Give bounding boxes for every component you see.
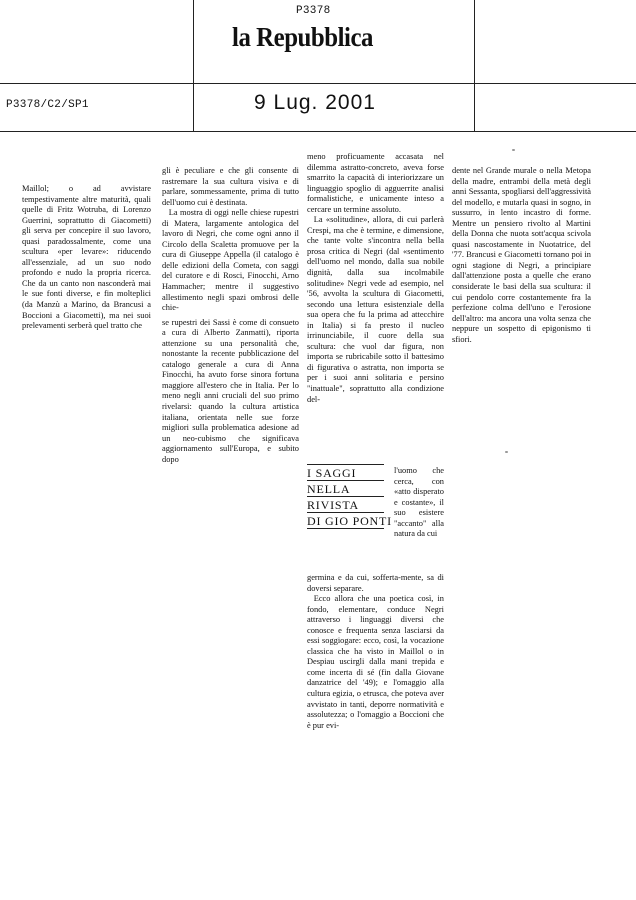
paragraph: dente nel Grande murale o nella Metopa della madre, entrambi della metà degli anni Sessanta, spogliarsi dell'aggressività del modello, e mutarla quasi in sogno, in sussurro, in lento incastro di forme. Mentre un pensiero rivolto al Martini della Donna che nuota sott'acqua scivola quasi nascostamente in Nuotatrice, del '77. Brancusi e Giacometti tornano poi in ogni stagione di Negri, a principiare dall'attenzione posta a quelle che erano considerate le basi della sua scultura: il cui pendolo corre costantemente fra la perfezione colma dell'uno e l'erosione dell'altro: ma ancora una volta senza che neppure un sospetto di epigonismo ti sfiori. — [452, 166, 591, 344]
paragraph: La «solitudine», allora, di cui parlerà Crespi, ma che è termine, e dimensione, che tante volte s'incontra nella bella prosa critica di Negri (dal «sentimento dell'uomo nel mondo, dalla sua nobile dignità, dalla sua incolmabile solitudine» Negri vede ad esempio, nel '56, avvolta la scultura di Giacometti, secondo una lettura esistenziale della sua opera che fu la prima ad attecchire in Italia) si fa presto il nucleo irrinunciabile, il cuore della sua scultura: che vuol dar figura, non importa se rubricabile sotto il battesimo di figurativa o astratta, non importa se per i suoi anni solitaria e persino "inattuale", soprattutto alla condizione del- — [307, 215, 444, 404]
article-column-3-wrap: l'uomo che cerca, con «atto disperato e costante», il suo esistere "accanto" alla natura da cui — [394, 466, 444, 539]
box-line: NELLA — [307, 481, 384, 497]
article-column-4 — [452, 166, 591, 345]
paragraph: La mostra di oggi nelle chiese rupestri di Matera, largamente antologica del lavoro di Negri, che come ogni anno il Circolo della Scaletta promuove per la cura di Giuseppe Appella (il catalogo è delle edizioni della Cometa, con saggi del curatore e di Rosci, Finocchi, Arno Hammacher; mentre il suggestivo allestimento negli spazi ombrosi delle chie- — [162, 208, 299, 313]
pull-quote-box — [307, 464, 392, 529]
publication-date: 9 Lug. 2001 — [254, 91, 376, 114]
article-column-3-bottom — [307, 573, 444, 731]
scan-speck — [512, 149, 515, 151]
paragraph: se rupestri dei Sassi è come di consueto a cura di Alberto Zanmatti), riporta attenzione su una personalità che, nonostante la recente pubblicazione del catalogo generale a cura di Anna Finocchi, ha avuto forse sinora fortuna maggiore all'estero che in Italia. Per lo meno negli anni cruciali del suo primo rivelarsi: quando la cultura artistica italiana, orientata nelle sue forze migliori sulla problematica adesione ad un neo-cubismo che significava aggiornamento sull'Europa, e subito dopo — [162, 317, 299, 464]
scan-speck — [505, 451, 508, 453]
article-column-3-top — [307, 152, 444, 405]
header-horizontal-rule — [0, 83, 636, 84]
paragraph: germina e da cui, sofferta-mente, sa di doversi separare. — [307, 573, 444, 593]
box-line: DI GIO PONTI — [307, 514, 392, 528]
document-code-top: P3378 — [296, 5, 331, 17]
box-line: I SAGGI — [307, 464, 384, 481]
document-code-left: P3378/C2/SP1 — [6, 99, 89, 111]
paragraph: Maillol; o ad avvistare tempestivamente altre maturità, quali quelle di Fritz Wotruba, di Lorenzo Guerrini, soprattutto di Giacometti) gli serva per concepire il suo lavoro, quasi paradossalmente, come una scultura «per levare»: riducendo all'essenziale, ad un suo nodo profondo e nudo la propria ricerca. Che da un canto non nasconderà mai le sue fonti diverse, e fin molteplici (da Manzù a Marino, da Brancusi a Boccioni a Giacometti), ma nei suoi prelevamenti serberà quel tratto che — [22, 184, 151, 331]
paragraph: Ecco allora che una poetica così, in fondo, elementare, conduce Negri attraverso i linguaggi diversi che conosce e frequenta senza lasciarsi da essi soggiogare: ecco, così, la vocazione classica che ha visto in Maillol o in Despiau uscirgli dalla mani trepida e come incerta di sé (fin dalla Giovane danzatrice del '49); e l'omaggio alla cultura egizia, o etrusca, che poteva aver avvistato in tanti, deporre normatività e assolutezza; o l'omaggio a Boccioni che è pur evi- — [307, 594, 444, 730]
box-line: RIVISTA — [307, 497, 384, 513]
header-bottom-rule — [0, 131, 636, 132]
article-column-2 — [162, 166, 299, 465]
masthead-logo: la Repubblica — [232, 22, 374, 52]
paragraph: gli è peculiare e che gli consente di rastremare la sua cultura visiva e di parlare, sommessamente, prima di tutto dell'uomo cui è destinata. — [162, 166, 299, 207]
header-vertical-rule-left — [193, 0, 194, 131]
article-column-1 — [22, 184, 151, 332]
paragraph: meno proficuamente accasata nel dilemma astratto-concreto, aveva forse smarrito la capacità di interiorizzare un linguaggio spoglio di agguerrite analisi formalistiche, e unicamente inteso a cercare un termine assoluto. — [307, 152, 444, 214]
header-vertical-rule-right — [474, 0, 475, 131]
